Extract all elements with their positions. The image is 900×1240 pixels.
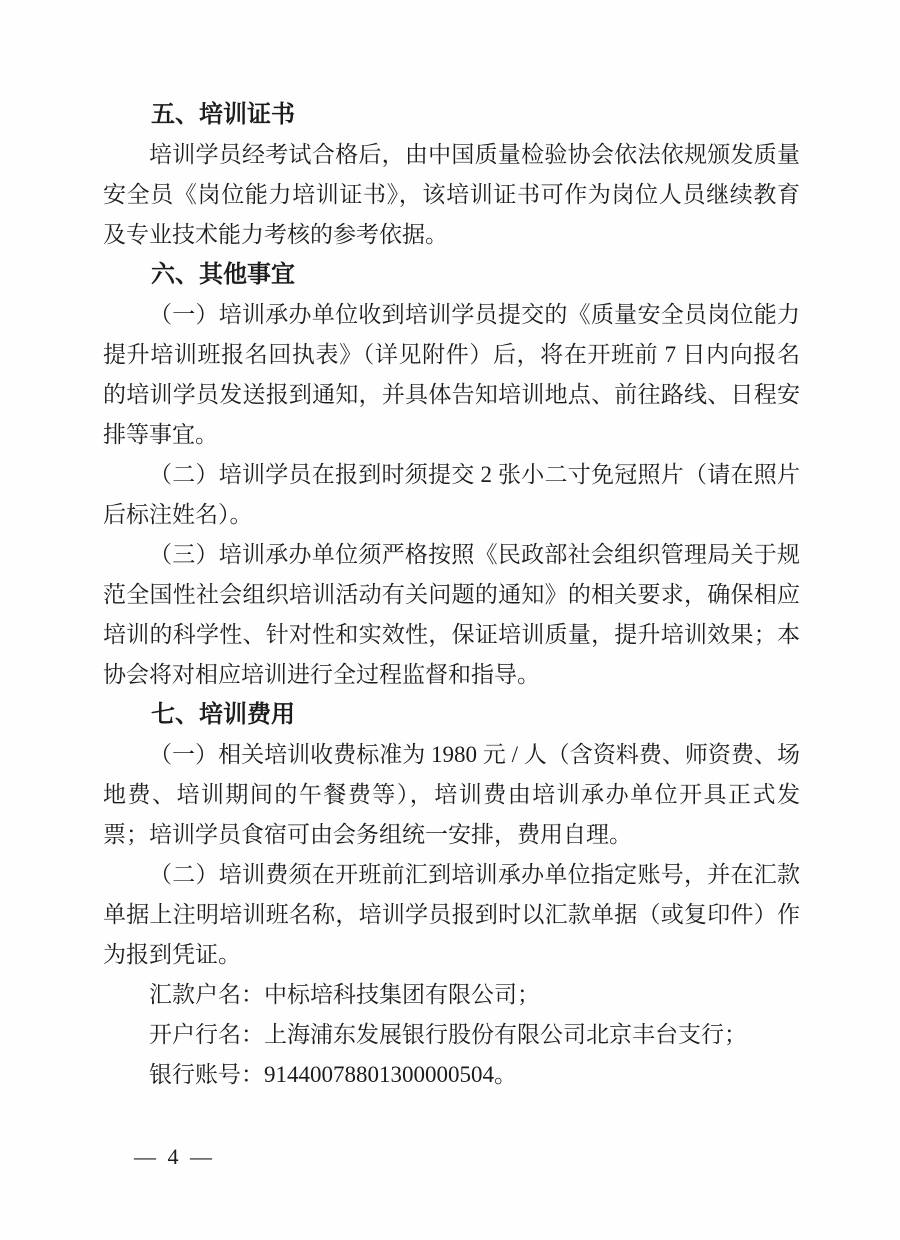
section-heading-training-fees: 七、培训费用	[151, 701, 295, 728]
bank-branch-name: 开户行名：上海浦东发展银行股份有限公司北京丰台支行；	[149, 1022, 747, 1047]
page-number: — 4 —	[134, 1144, 215, 1169]
section-heading-other-matters: 六、其他事宜	[151, 261, 295, 288]
paragraph-fees-2: （二）培训费须在开班前汇到培训承办单位指定账号，并在汇款单据上注明培训班名称，培训学员报到时以汇款单据（或复印件）作为报到凭证。	[103, 862, 800, 967]
remittance-account-name: 汇款户名：中标培科技集团有限公司；	[149, 982, 540, 1007]
paragraph-fees-1: （一）相关培训收费标准为 1980 元 / 人（含资料费、师资费、场地费、培训期间的午餐费等），培训费由培训承办单位开具正式发票；培训学员食宿可由会务组统一安排，费用自理。	[103, 742, 800, 847]
paragraph-other-matters-2: （二）培训学员在报到时须提交 2 张小二寸免冠照片（请在照片后标注姓名）。	[103, 462, 800, 527]
document-body	[103, 95, 800, 1095]
paragraph-certificate-issuance: 培训学员经考试合格后，由中国质量检验协会依法依规颁发质量安全员《岗位能力培训证书》，该培训证书可作为岗位人员继续教育及专业技术能力考核的参考依据。	[103, 142, 800, 247]
bank-account-number: 银行账号：91440078801300000504。	[149, 1062, 517, 1087]
section-heading-training-certificate: 五、培训证书	[151, 101, 295, 128]
paragraph-other-matters-1: （一）培训承办单位收到培训学员提交的《质量安全员岗位能力提升培训班报名回执表》（详见附件）后，将在开班前 7 日内向报名的培训学员发送报到通知，并具体告知培训地点、前往路线、日程安排等事宜。	[103, 302, 800, 447]
paragraph-other-matters-3: （三）培训承办单位须严格按照《民政部社会组织管理局关于规范全国性社会组织培训活动有关问题的通知》的相关要求，确保相应培训的科学性、针对性和实效性，保证培训质量，提升培训效果；本协会将对相应培训进行全过程监督和指导。	[103, 542, 800, 687]
